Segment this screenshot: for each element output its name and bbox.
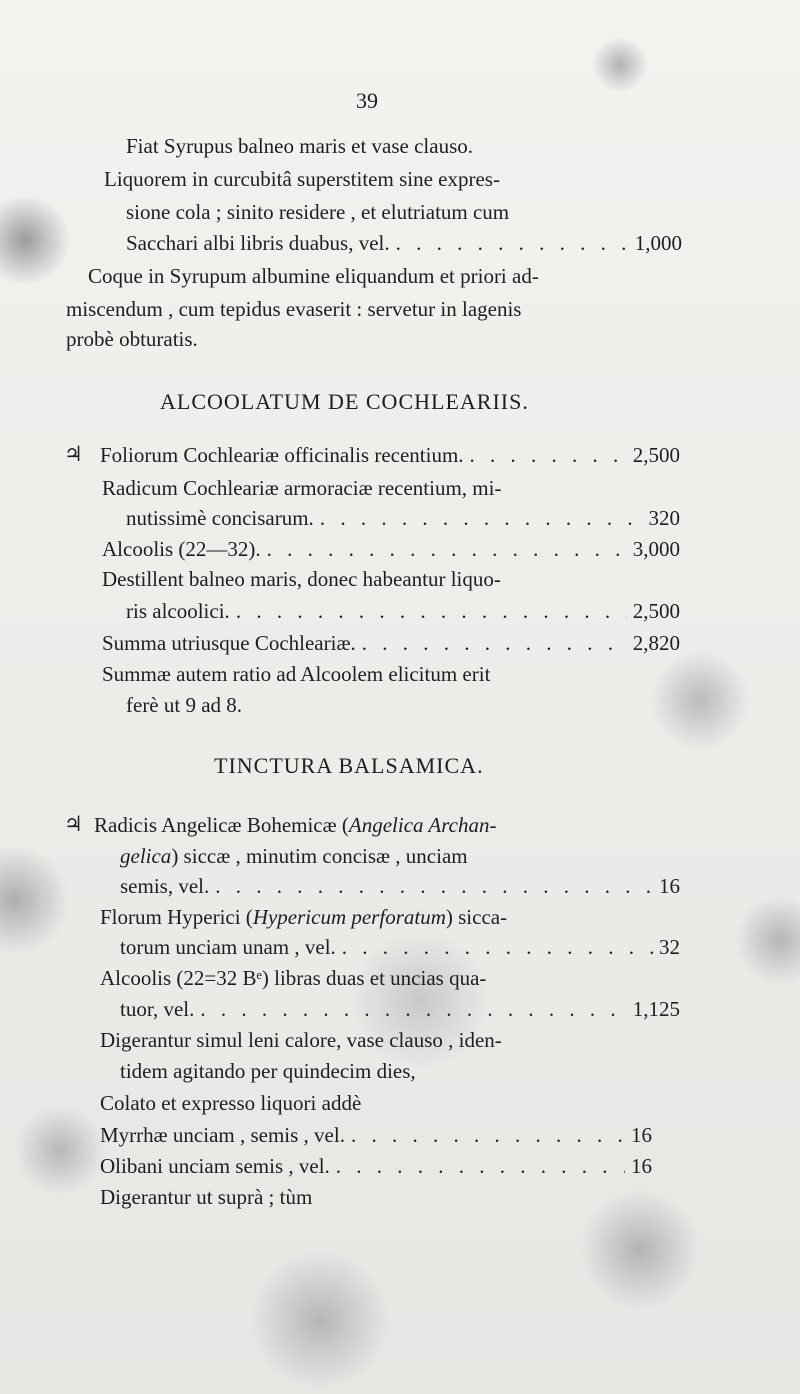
intro-line-5: Coque in Syrupum albumine eliquandum et priori ad-	[88, 264, 539, 288]
s1-line-3	[126, 505, 680, 531]
leader-dots	[215, 873, 653, 899]
s1-line-3-text: nutissimè concisarum.	[126, 506, 314, 530]
s2-line-4	[100, 904, 507, 930]
s2-line-2-text: ) siccæ , minutim concisæ , unciam	[171, 844, 468, 868]
s2-line-8: Digerantur simul leni calore, vase clauso , iden-	[100, 1028, 502, 1052]
s1-line-2: Radicum Cochleariæ armoraciæ recentium, mi-	[102, 476, 502, 500]
s1-line-1-text: Foliorum Cochleariæ officinalis recentium.	[100, 443, 464, 467]
leader-dots	[351, 1122, 625, 1148]
leader-dots	[336, 1153, 625, 1179]
s1-line-7-text: Summa utriusque Cochleariæ.	[102, 631, 356, 655]
s1-line-3-value: 320	[648, 506, 680, 530]
s2-line-5	[120, 934, 680, 960]
s1-line-6-value: 2,500	[632, 599, 680, 623]
s1-line-4-text: Alcoolis (22—32).	[102, 537, 261, 561]
s2-line-13: Digerantur ut suprà ; tùm	[100, 1185, 313, 1209]
s2-line-1	[94, 812, 496, 838]
s2-line-10: Colato et expresso liquori addè	[100, 1091, 362, 1115]
intro-line-4	[126, 230, 682, 256]
s2-line-1-text: Radicis Angelicæ Bohemicæ (	[94, 813, 349, 837]
s2-line-7-text: tuor, vel.	[120, 997, 195, 1021]
jupiter-symbol: ♃	[64, 442, 83, 466]
s2-line-12	[100, 1153, 652, 1179]
s2-line-2	[120, 843, 468, 869]
s2-line-4-italic: Hypericum perforatum	[252, 905, 446, 929]
intro-line-7: probè obturatis.	[66, 327, 198, 351]
leader-dots	[470, 442, 627, 468]
s1-line-4-value: 3,000	[632, 537, 680, 561]
s1-line-1	[100, 442, 680, 468]
intro-line-4-text: Sacchari albi libris duabus, vel.	[126, 231, 390, 255]
s2-line-4-text: Florum Hyperici (	[100, 905, 253, 929]
s2-line-12-value: 16	[631, 1154, 652, 1178]
intro-line-4-value: 1,000	[634, 231, 682, 255]
leader-dots	[236, 598, 627, 624]
s1-line-7	[102, 630, 680, 656]
s2-line-3-value: 16	[659, 874, 680, 898]
s2-line-5-text: torum unciam unam , vel.	[120, 935, 336, 959]
leader-dots	[267, 536, 627, 562]
s2-line-11	[100, 1122, 652, 1148]
s2-line-12-text: Olibani unciam semis , vel.	[100, 1154, 330, 1178]
s2-line-4-text-end: ) sicca-	[445, 905, 508, 929]
s2-line-3	[120, 873, 680, 899]
page-number: 39	[356, 88, 378, 113]
s2-line-1-italic: Angelica Archan-	[348, 813, 497, 837]
leader-dots	[320, 505, 643, 531]
section-title-alcoolatum: ALCOOLATUM DE COCHLEARIIS.	[160, 389, 529, 414]
s1-line-8: Summæ autem ratio ad Alcoolem elicitum erit	[102, 662, 491, 686]
s2-line-2-italic: gelica	[120, 844, 172, 868]
s1-line-5: Destillent balneo maris, donec habeantur liquo-	[102, 567, 501, 591]
s2-line-11-value: 16	[631, 1123, 652, 1147]
s1-line-7-value: 2,820	[632, 631, 680, 655]
leader-dots	[362, 630, 627, 656]
intro-line-3: sione cola ; sinito residere , et elutriatum cum	[126, 200, 510, 224]
s1-line-6-text: ris alcoolici.	[126, 599, 230, 623]
s2-line-6: Alcoolis (22=32 Bᵉ) libras duas et uncias qua-	[100, 966, 487, 990]
s1-line-6	[126, 598, 680, 624]
s2-line-7	[120, 996, 680, 1022]
intro-line-1: Fiat Syrupus balneo maris et vase clauso.	[126, 134, 474, 158]
s2-line-7-value: 1,125	[632, 997, 680, 1021]
s1-line-4	[102, 536, 680, 562]
jupiter-symbol: ♃	[64, 812, 83, 836]
intro-line-6: miscendum , cum tepidus evaserit : servetur in lagenis	[66, 297, 522, 321]
leader-dots	[200, 996, 626, 1022]
s1-line-9: ferè ut 9 ad 8.	[126, 693, 243, 717]
s2-line-9: tidem agitando per quindecim dies,	[120, 1059, 416, 1083]
s1-line-1-value: 2,500	[632, 443, 680, 467]
s2-line-5-value: 32	[659, 935, 680, 959]
intro-line-2: Liquorem in curcubitâ superstitem sine expres-	[104, 167, 500, 191]
leader-dots	[396, 230, 629, 256]
s2-line-11-text: Myrrhæ unciam , semis , vel.	[100, 1123, 345, 1147]
section-title-tinctura: TINCTURA BALSAMICA.	[214, 753, 484, 778]
leader-dots	[342, 934, 653, 960]
s2-line-3-text: semis, vel.	[120, 874, 210, 898]
